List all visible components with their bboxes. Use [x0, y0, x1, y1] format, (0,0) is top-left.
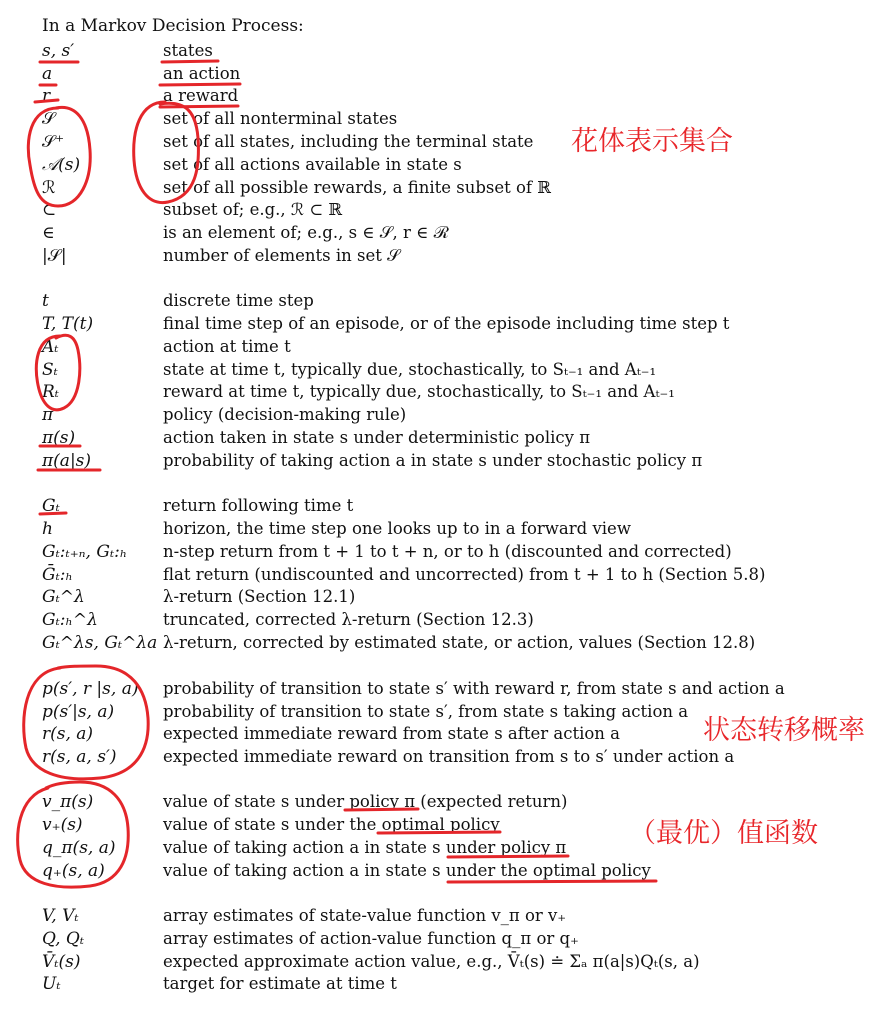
notation-description: value of state s under the optimal policy — [163, 815, 500, 834]
notation-symbol: Gₜ:ₜ₊ₙ, Gₜ:ₕ — [42, 542, 128, 562]
notation-symbol: Gₜ^λs, Gₜ^λa — [42, 633, 158, 653]
notation-description: discrete time step — [163, 291, 314, 310]
notation-row — [0, 565, 882, 587]
notation-row — [0, 200, 882, 222]
notation-row — [0, 906, 882, 928]
notation-symbol: V, Vₜ — [42, 906, 79, 926]
notation-row — [0, 929, 882, 951]
notation-symbol: π(s) — [42, 428, 76, 448]
notation-row — [0, 132, 882, 154]
notation-symbol: ⊂ — [42, 200, 57, 220]
notation-symbol: |𝒮| — [42, 246, 67, 266]
notation-symbol: Q, Qₜ — [42, 929, 85, 949]
notation-row — [0, 405, 882, 427]
notation-row — [0, 246, 882, 268]
notation-symbol: ∈ — [42, 223, 55, 243]
notation-row — [0, 451, 882, 473]
notation-row — [0, 519, 882, 541]
notation-description: value of taking action a in state s under policy π — [163, 838, 567, 857]
notation-description: expected immediate reward from state s after action a — [163, 724, 621, 743]
notation-description: set of all actions available in state s — [163, 155, 462, 174]
notation-symbol: Ḡₜ:ₕ — [42, 565, 73, 585]
notation-row — [0, 952, 882, 974]
notation-row — [0, 360, 882, 382]
notation-row — [0, 86, 882, 108]
notation-symbol: h — [42, 519, 53, 539]
notation-description: action at time t — [163, 337, 291, 356]
notation-symbol: V̄ₜ(s) — [42, 952, 81, 972]
notation-row — [0, 496, 882, 518]
notation-description: state at time t, typically due, stochastically, to Sₜ₋₁ and Aₜ₋₁ — [163, 360, 657, 379]
notation-description: target for estimate at time t — [163, 974, 397, 993]
sets-annotation-note: 花体表示集合 — [571, 126, 733, 157]
notation-description: value of taking action a in state s under the optimal policy — [163, 861, 651, 880]
notation-symbol: s, s′ — [42, 41, 75, 61]
notation-description: λ-return (Section 12.1) — [163, 587, 356, 606]
notation-row — [0, 337, 882, 359]
notation-description: flat return (undiscounted and uncorrected) from t + 1 to h (Section 5.8) — [163, 565, 766, 584]
notation-description: a reward — [163, 86, 239, 105]
notation-symbol: Sₜ — [42, 360, 58, 380]
notation-symbol: π — [42, 405, 54, 425]
notation-description: action taken in state s under deterministic policy π — [163, 428, 591, 447]
notation-row — [0, 291, 882, 313]
notation-description: array estimates of state-value function v_π or v₊ — [163, 906, 567, 925]
notation-row — [0, 633, 882, 655]
notation-row — [0, 314, 882, 336]
notation-symbol: r(s, a, s′) — [42, 747, 117, 767]
notation-row — [0, 428, 882, 450]
notation-description: policy (decision-making rule) — [163, 405, 407, 424]
notation-description: number of elements in set 𝒮 — [163, 246, 400, 265]
notation-row — [0, 974, 882, 996]
notation-symbol: a — [42, 64, 53, 84]
notation-symbol: 𝒮⁺ — [42, 132, 65, 152]
notation-row — [0, 542, 882, 564]
notation-symbol: Aₜ — [42, 337, 59, 357]
notation-row — [0, 41, 882, 63]
notation-description: array estimates of action-value function q_π or q₊ — [163, 929, 579, 948]
notation-description: expected immediate reward on transition from s to s′ under action a — [163, 747, 735, 766]
notation-row — [0, 679, 882, 701]
notation-description: value of state s under policy π (expected return) — [163, 792, 568, 811]
notation-row — [0, 587, 882, 609]
notation-description: return following time t — [163, 496, 354, 515]
notation-description: probability of transition to state s′ with reward r, from state s and action a — [163, 679, 785, 698]
notation-symbol: 𝒮 — [42, 109, 56, 129]
notation-description: is an element of; e.g., s ∈ 𝒮, r ∈ ℛ — [163, 223, 450, 242]
notation-row — [0, 861, 882, 883]
notation-symbol: r(s, a) — [42, 724, 94, 744]
notation-symbol: v₊(s) — [42, 815, 83, 835]
notation-symbol: π(a|s) — [42, 451, 92, 471]
notation-row — [0, 64, 882, 86]
notation-symbol: Uₜ — [42, 974, 61, 994]
notation-row — [0, 382, 882, 404]
notation-row — [0, 109, 882, 131]
notation-symbol: q_π(s, a) — [42, 838, 116, 858]
transition-annotation-note: 状态转移概率 — [703, 715, 865, 746]
notation-description: reward at time t, typically due, stochastically, to Sₜ₋₁ and Aₜ₋₁ — [163, 382, 675, 401]
notation-description: set of all states, including the terminal state — [163, 132, 534, 151]
notation-symbol: Gₜ^λ — [42, 587, 85, 607]
notation-description: subset of; e.g., ℛ ⊂ ℝ — [163, 200, 343, 219]
notation-row — [0, 223, 882, 245]
notation-description: expected approximate action value, e.g., V̄ₜ(s) ≐ Σₐ π(a|s)Qₜ(s, a) — [163, 952, 700, 971]
document-title: In a Markov Decision Process: — [42, 16, 304, 36]
notation-symbol: v_π(s) — [42, 792, 94, 812]
notation-symbol: T, T(t) — [42, 314, 94, 334]
notation-description: horizon, the time step one looks up to in a forward view — [163, 519, 631, 538]
notation-symbol: t — [42, 291, 49, 311]
notation-row — [0, 610, 882, 632]
notation-description: probability of taking action a in state s under stochastic policy π — [163, 451, 703, 470]
notation-symbol: p(s′, r |s, a) — [42, 679, 139, 699]
notation-description: λ-return, corrected by estimated state, or action, values (Section 12.8) — [163, 633, 756, 652]
notation-description: truncated, corrected λ-return (Section 12.3) — [163, 610, 534, 629]
notation-row — [0, 747, 882, 769]
notation-description: an action — [163, 64, 241, 83]
notation-description: n-step return from t + 1 to t + n, or to h (discounted and corrected) — [163, 542, 732, 561]
notation-symbol: Gₜ — [42, 496, 60, 516]
notation-symbol: q₊(s, a) — [42, 861, 105, 881]
notation-symbol: r — [42, 86, 51, 106]
notation-symbol: ℛ — [42, 178, 56, 198]
notation-description: set of all possible rewards, a finite subset of ℝ — [163, 178, 551, 197]
notation-symbol: 𝒜(s) — [42, 155, 81, 175]
notation-description: set of all nonterminal states — [163, 109, 398, 128]
value-function-annotation-note: （最优）值函数 — [629, 818, 818, 849]
notation-row — [0, 178, 882, 200]
notation-description: states — [163, 41, 213, 60]
notation-symbol: Gₜ:ₕ^λ — [42, 610, 98, 630]
notation-description: final time step of an episode, or of the episode including time step t — [163, 314, 730, 333]
notation-symbol: Rₜ — [42, 382, 59, 402]
notation-description: probability of transition to state s′, from state s taking action a — [163, 702, 689, 721]
notation-row — [0, 155, 882, 177]
notation-symbol: p(s′|s, a) — [42, 702, 115, 722]
